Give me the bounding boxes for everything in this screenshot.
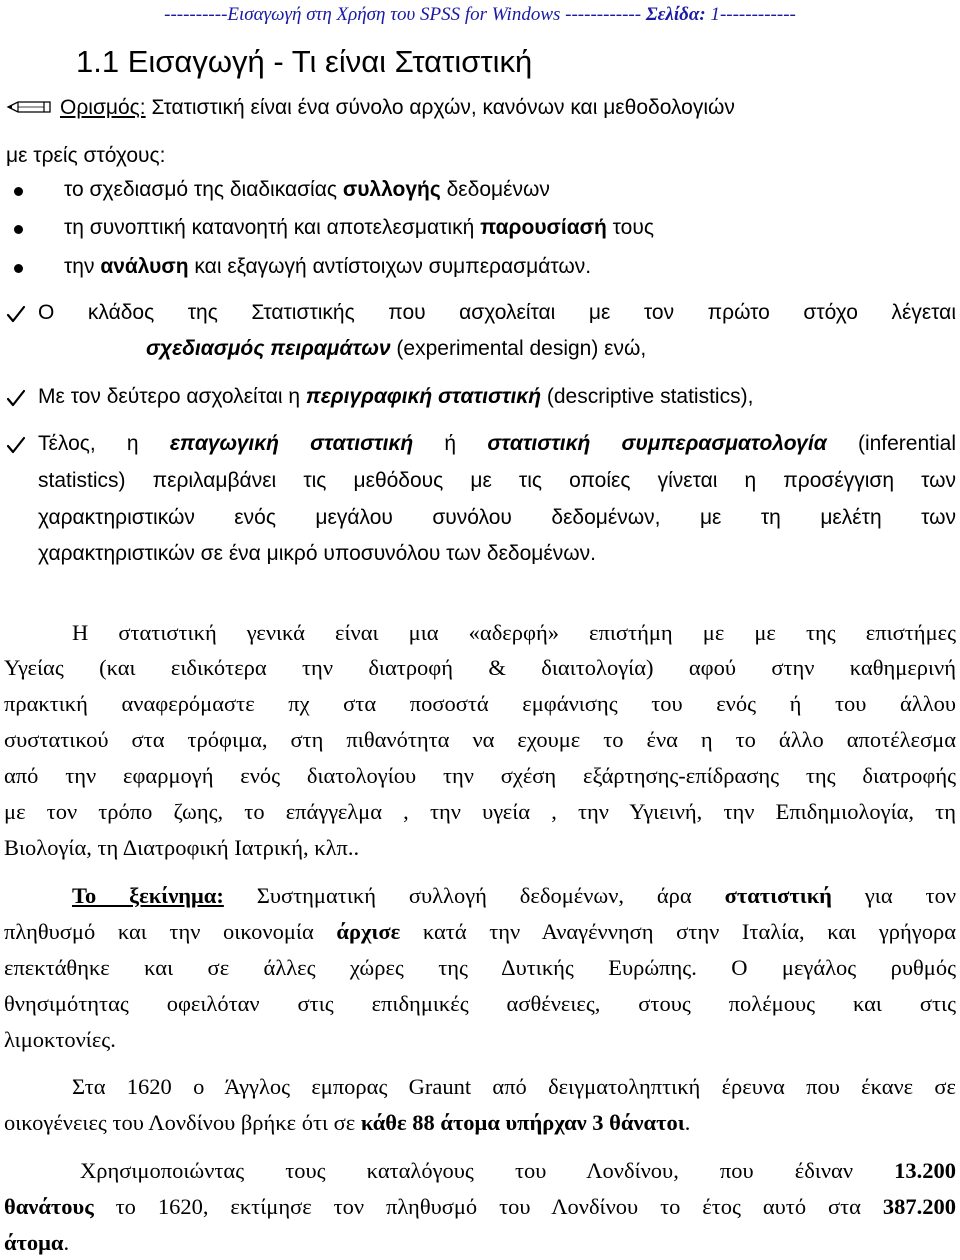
paragraph-1-line: Βιολογία, τη Διατροφική Ιατρική, κλπ.. — [4, 835, 360, 860]
pencil-icon — [6, 98, 52, 116]
bullet-icon — [14, 225, 23, 234]
section-title: 1.1 Εισαγωγή - Τι είναι Στατιστική — [76, 44, 533, 79]
paragraph-bold: άρχισε — [336, 919, 401, 944]
paragraph-1-line: πρακτική αναφερόμαστε πχ στα ποσοστά εμφάνισης του ενός ή του άλλου — [4, 691, 956, 716]
paragraph-text: Συστηματική συλλογή δεδομένων, άρα — [223, 883, 725, 908]
paragraph-2-line: λιμοκτονίες. — [4, 1027, 116, 1052]
paragraph-2-line: θνησιμότητας οφειλόταν στις επιδημικές ασθένειες, στους πολέμους και στις — [4, 991, 956, 1016]
paragraph-bold: στατιστική — [724, 883, 832, 908]
check-item-inferential-line3: χαρακτηριστικών ενός μεγάλου συνόλου δεδομένων, με τη μελέτη των — [38, 506, 956, 529]
paragraph-3-line: Στα 1620 ο Άγγλος εμπορας Graunt από δειγματοληπτική έρευνα που έκανε σε — [72, 1074, 956, 1099]
check-text: (descriptive statistics), — [541, 385, 754, 408]
check-item-experimental-line2 — [146, 337, 646, 361]
term-bold: περιγραφική στατιστική — [305, 385, 542, 408]
paragraph-text: το 1620, εκτίμησε τον πληθυσμό του Λονδίνου το έτος αυτό στα — [93, 1194, 883, 1219]
paragraph-3-line — [4, 1110, 690, 1136]
bullet-icon — [14, 187, 23, 196]
running-header — [0, 4, 960, 26]
bullet-text: τους — [606, 216, 654, 239]
term-bold: στατιστική συμπερασματολογία — [487, 432, 827, 455]
paragraph-text: . — [63, 1230, 70, 1255]
bullet-bold: παρουσίασή — [480, 216, 607, 239]
check-text: ή — [413, 432, 488, 455]
paragraph-text: οικογένειες του Λονδίνου βρήκε ότι σε — [4, 1110, 361, 1135]
header-text: ----------Εισαγωγή στη Χρήση του SPSS for Windows ------------ — [164, 4, 646, 25]
bullet-bold: ανάλυση — [100, 255, 189, 278]
paragraph-1-line: Η στατιστική γενικά είναι μια «αδερφή» επιστήμη με με της επιστήμες — [72, 620, 956, 645]
paragraph-4-line — [80, 1158, 956, 1184]
bullet-item-collection — [64, 178, 550, 202]
check-text: Τέλος, η — [38, 432, 170, 455]
checkmark-icon — [6, 388, 26, 408]
paragraph-2-line: επεκτάθηκε και σε άλλες χώρες της Δυτικής Ευρώπης. Ο μεγάλος ρυθμός — [4, 955, 956, 980]
paragraph-text: για τον — [831, 883, 956, 908]
paragraph-bold: κάθε 88 άτομα υπήρχαν 3 θάνατοι — [360, 1110, 685, 1135]
check-text: Με τον δεύτερο ασχολείται η — [38, 385, 306, 408]
paragraph-1-line: συστατικού στα τρόφιμα, στη πιθανότητα να εχουμε το ένα η το άλλο αποτέλεσμα — [4, 727, 956, 752]
checkmark-icon — [6, 304, 26, 324]
paragraph-1-line: Υγείας (και ειδικότερα την διατροφή & διαιτολογία) αφού στην καθημερινή — [4, 655, 956, 680]
paragraph-bold: 13.200 — [894, 1158, 956, 1183]
check-text: (inferential — [826, 432, 956, 455]
bullet-text: δεδομένων — [440, 178, 550, 201]
bullet-text: τη συνοπτική κατανοητή και αποτελεσματική — [64, 216, 481, 239]
bullet-item-presentation — [64, 216, 654, 240]
checkmark-icon — [6, 435, 26, 455]
paragraph-text: πληθυσμό και την οικονομία — [4, 919, 337, 944]
check-text: (experimental design) ενώ, — [390, 337, 647, 360]
paragraph-text: Χρησιμοποιώντας τους καταλόγους του Λονδίνου, που έδιναν — [80, 1158, 895, 1183]
paragraph-text: . — [684, 1110, 691, 1135]
paragraph-2-line — [72, 883, 956, 909]
header-page-number: 1------------ — [705, 4, 796, 25]
bullet-bold: συλλογής — [342, 178, 441, 201]
paragraph-2-line — [4, 919, 956, 945]
header-page-label: Σελίδα: — [645, 4, 706, 25]
term-bold: επαγωγική στατιστική — [169, 432, 414, 455]
bullet-text: και εξαγωγή αντίστοιχων συμπερασμάτων. — [188, 255, 592, 278]
paragraph-bold: 387.200 — [882, 1194, 956, 1219]
paragraph-4-line — [4, 1194, 956, 1220]
check-item-experimental-line1: Ο κλάδος της Στατιστικής που ασχολείται με τον πρώτο στόχο λέγεται — [38, 301, 956, 324]
paragraph-1-line: με τον τρόπο ζωης, το επάγγελμα , την υγεία , την Υγιεινή, την Επιδημιολογία, τη — [4, 799, 956, 824]
paragraph-4-line — [4, 1230, 69, 1256]
bullet-text: την — [64, 255, 101, 278]
paragraph-bold: άτομα — [4, 1230, 64, 1255]
definition-text: Στατιστική είναι ένα σύνολο αρχών, κανόνων και μεθοδολογιών — [145, 96, 735, 119]
paragraph-text: κατά την Αναγέννηση στην Ιταλία, και γρήγορα — [400, 919, 956, 944]
check-item-inferential-line4: χαρακτηριστικών σε ένα μικρό υποσυνόλου των δεδομένων. — [38, 542, 596, 565]
definition-continuation: με τρείς στόχους: — [6, 144, 166, 167]
check-item-inferential-line1 — [38, 432, 956, 456]
term-bold: σχεδιασμός πειραμάτων — [146, 337, 391, 360]
bullet-text: το σχεδιασμό της διαδικασίας — [64, 178, 343, 201]
paragraph-2-label: Το ξεκίνημα: — [72, 883, 224, 908]
bullet-icon — [14, 264, 23, 273]
paragraph-1-line: από την εφαρμογή ενός διατολογίου την σχέση εξάρτησης-επίδρασης της διατροφής — [4, 763, 956, 788]
check-item-descriptive — [38, 385, 753, 409]
paragraph-bold: θανάτους — [4, 1194, 94, 1219]
definition-label: Ορισμός: — [60, 96, 146, 119]
check-item-inferential-line2: statistics) περιλαμβάνει τις μεθόδους με τις οποίες γίνεται η προσέγγιση των — [38, 469, 956, 492]
definition-line — [60, 96, 735, 120]
bullet-item-analysis — [64, 255, 591, 279]
